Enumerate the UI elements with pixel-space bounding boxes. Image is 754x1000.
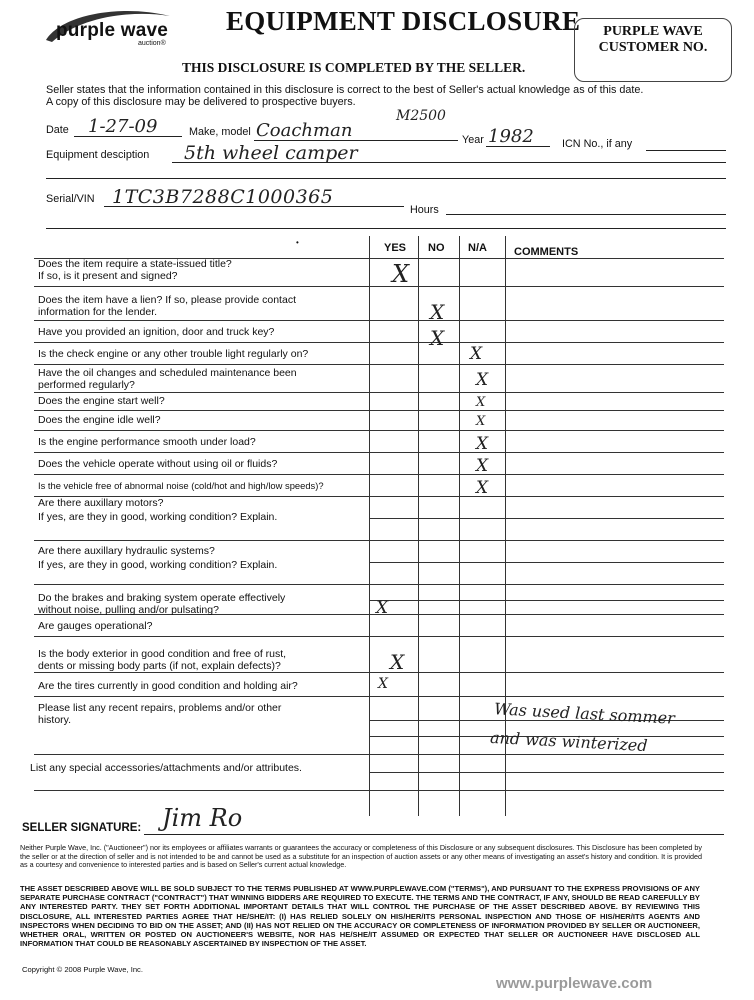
fineprint: Neither Purple Wave, Inc. ("Auctioneer") nor its employees or affiliates warrants or guarantees the accuracy or completeness of this Disclosure or any subsequent disclosures. This Disclosure has been completed by the seller or at the direction of seller and is not intended to be and cannot be used as a substitute for an inspection of auction assets or any other means of investigating an asset's history and condition. It is provided as a courtesy and convenience to interested parties and is based on Seller's current actual knowledge. (20, 843, 702, 870)
question-oil-changes: Have the oil changes and scheduled maintenance been performed regularly? (38, 367, 297, 391)
hours-line (446, 214, 726, 215)
row-line (34, 584, 724, 585)
answer-mark[interactable]: X (476, 456, 489, 476)
question-keys: Have you provided an ignition, door and truck key? (38, 326, 275, 338)
sub-line (369, 562, 724, 563)
row-line (34, 392, 724, 393)
question-noise: Is the vehicle free of abnormal noise (cold/hot and high/low speeds)? (38, 480, 324, 491)
question-tires: Are the tires currently in good condition and holding air? (38, 680, 298, 692)
comment-history-line2[interactable]: and was winterized (489, 727, 649, 756)
header-comments: COMMENTS (514, 246, 579, 258)
hours-label: Hours (410, 204, 439, 216)
question-accessories: List any special accessories/attachments and/or attributes. (30, 762, 302, 774)
question-check-engine: Is the check engine or any other trouble light regularly on? (38, 348, 309, 360)
col-line-2 (418, 236, 419, 816)
logo (42, 6, 192, 54)
customer-box-line2: CUSTOMER NO. (598, 40, 708, 55)
answer-mark[interactable]: X (376, 598, 389, 618)
answer-mark[interactable]: X (476, 395, 486, 410)
year-label: Year (462, 134, 484, 146)
description-line-2 (46, 178, 726, 179)
row-line (34, 430, 724, 431)
question-aux-hydraulic: Are there auxillary hydraulic systems? If yes, are they in good, working condition? Explain. (38, 545, 278, 571)
sub-line (369, 600, 724, 601)
answer-mark[interactable]: X (476, 434, 489, 454)
model-value[interactable]: M2500 (396, 108, 446, 124)
page-subtitle: THIS DISCLOSURE IS COMPLETED BY THE SELLER. (182, 60, 526, 75)
answer-mark[interactable]: X (470, 344, 483, 364)
answer-mark[interactable]: X (476, 414, 486, 429)
serial-label: Serial/VIN (46, 193, 95, 205)
icn-line (646, 150, 726, 151)
row-line (34, 286, 724, 287)
row-line (34, 540, 724, 541)
question-fluids: Does the vehicle operate without using oil or fluids? (38, 458, 278, 470)
make-value[interactable]: Coachman (256, 120, 353, 141)
answer-mark[interactable]: X (430, 300, 445, 324)
question-engine-start: Does the engine start well? (38, 395, 165, 407)
question-history: Please list any recent repairs, problems and/or other history. (38, 702, 282, 726)
bullet-mark: • (296, 238, 299, 247)
row-line (34, 320, 724, 321)
row-line (34, 636, 724, 637)
question-brakes: Do the brakes and braking system operate effectively without noise, pulling and/or pulsating? (38, 592, 286, 616)
website[interactable]: www.purplewave.com (496, 975, 653, 992)
answer-mark[interactable]: X (430, 326, 445, 350)
col-line-1 (369, 236, 370, 816)
answer-mark[interactable]: X (378, 676, 388, 692)
customer-box-line1: PURPLE WAVE (603, 24, 703, 39)
col-line-3 (459, 236, 460, 816)
icn-label: ICN No., if any (562, 138, 633, 150)
row-line (34, 342, 724, 343)
signature-value[interactable]: Jim Ro (162, 804, 243, 832)
legal-text: THE ASSET DESCRIBED ABOVE WILL BE SOLD SUBJECT TO THE TERMS PUBLISHED AT WWW.PURPLEWAVE.COM ("TERMS"), AND PURSUANT TO THE EXPRESS PROVISIONS OF ANY SEPARATE PURCHASE CONTRACT ("CONTRACT") THAT WINNING BIDDERS ARE REQUIRED TO EXECUTE. THE TERMS AND THE CONTRACT, IF ANY, SHOULD BE READ CAREFULLY BY ANY INTERESTED PARTY. THEY SET FORTH ADDITIONAL IMPORTANT DETAILS THAT WILL CONTROL THE PURCHASE OF THE ASSET DESCRIBED ABOVE. BY REVIEWING THIS DISCLOSURE, ALL INTERESTED PARTIES AGREE THAT HE/SHE/IT: (I) HAS RELIED SOLELY ON HIS/HER/ITS PERSONAL INSPECTION AND THOSE OF HIS/HER/ITS AGENTS AND INSPECTORS WHEN DECIDING TO BID ON THE ASSET; AND (II) HAS NOT RELIED ON THE ACCURACY OR COMPLETENESS OF INFORMATION PROVIDED BY SELLER OR AUCTIONEER, WHETHER ORAL, WRITTEN OR POSTED ON AUCTIONEER'S WEBSITE, NOR HAS HE/SHE/IT ASSUMED OR EXPECTED THAT SELLER OR AUCTIONEER HAVE DISCLOSED ALL INFORMATION THAT COULD BE REASONABLY ASCERTAINED BY INSPECTION OF THE ASSET. (20, 884, 700, 949)
header-na: N/A (468, 242, 487, 254)
fields-divider (46, 228, 726, 229)
logo-text: purple wave (56, 20, 169, 41)
question-engine-idle: Does the engine idle well? (38, 414, 161, 426)
header-yes: YES (384, 242, 407, 254)
copyright: Copyright © 2008 Purple Wave, Inc. (22, 965, 143, 974)
row-line (34, 672, 724, 673)
header-no: NO (428, 242, 445, 254)
question-gauges: Are gauges operational? (38, 620, 153, 632)
row-line (34, 790, 724, 791)
question-body: Is the body exterior in good condition and free of rust, dents or missing body parts (if not, explain defects)? (38, 648, 287, 672)
serial-value[interactable]: 1TC3B7288C1000365 (112, 186, 334, 208)
answer-mark[interactable]: X (390, 650, 405, 674)
answer-mark[interactable]: X (476, 370, 489, 390)
customer-number-box[interactable] (574, 18, 732, 82)
question-title: Does the item require a state-issued title? If so, is it present and signed? (38, 258, 232, 282)
row-line (34, 452, 724, 453)
sub-line (369, 772, 724, 773)
row-line (34, 410, 724, 411)
row-line (34, 364, 724, 365)
intro-line2: A copy of this disclosure may be delivered to prospective buyers. (46, 96, 356, 108)
logo-sub: auction® (138, 40, 166, 47)
question-aux-motors: Are there auxillary motors? If yes, are they in good, working condition? Explain. (38, 497, 278, 523)
description-value[interactable]: 5th wheel camper (184, 142, 358, 164)
question-performance: Is the engine performance smooth under load? (38, 436, 256, 448)
date-value[interactable]: 1-27-09 (88, 116, 158, 137)
make-label: Make, model (189, 126, 251, 138)
answer-mark[interactable]: X (392, 260, 410, 288)
description-label: Equipment desciption (46, 149, 150, 161)
question-lien: Does the item have a lien? If so, please provide contact information for the lender. (38, 294, 296, 318)
date-label: Date (46, 124, 69, 136)
answer-mark[interactable]: X (476, 478, 489, 498)
row-line (34, 474, 724, 475)
comment-history-line1[interactable]: Was used last sommer (493, 699, 676, 728)
row-line (34, 754, 724, 755)
page-title: EQUIPMENT DISCLOSURE (226, 6, 581, 36)
year-value[interactable]: 1982 (488, 126, 534, 147)
row-line (34, 696, 724, 697)
sub-line (369, 518, 724, 519)
signature-label: SELLER SIGNATURE: (22, 822, 142, 834)
signature-line (144, 834, 724, 835)
intro-line1: Seller states that the information contained in this disclosure is correct to the best of Seller's actual knowledge as of this date. (46, 84, 644, 96)
